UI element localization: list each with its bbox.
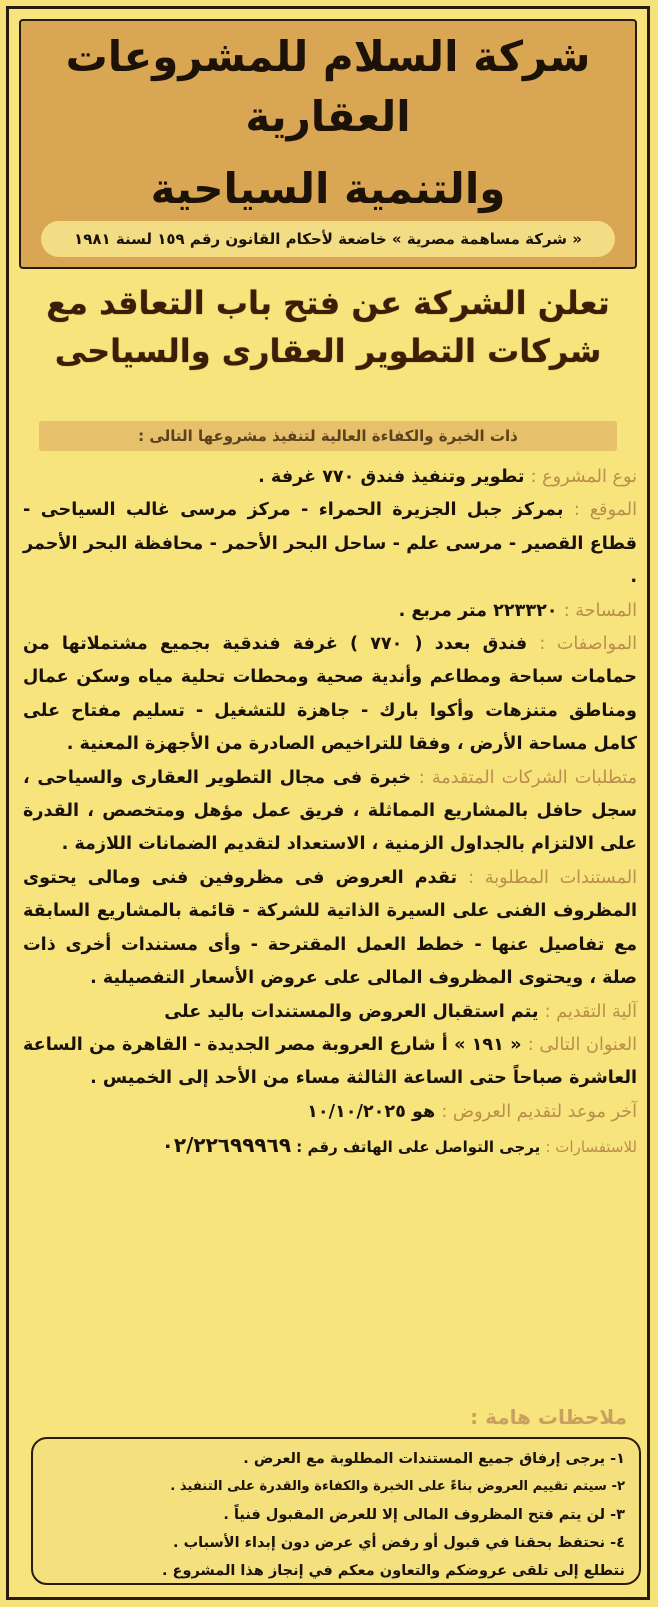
requirements-label: متطلبات الشركات المتقدمة : xyxy=(418,767,637,788)
inquiries-label: للاستفسارات : xyxy=(545,1138,637,1157)
deadline-value: هو ١٠/١٠/٢٠٢٥ xyxy=(307,1101,436,1122)
company-name-line1: شركة السلام للمشروعات العقارية xyxy=(65,32,591,141)
qualification-line: ذات الخبرة والكفاءة العالية لتنفيذ مشروعها التالى : xyxy=(39,421,617,451)
announcement-heading xyxy=(29,279,627,375)
header-banner xyxy=(19,19,637,269)
deadline-row xyxy=(23,1096,637,1129)
project-type-row xyxy=(23,461,637,494)
company-name xyxy=(21,27,635,219)
submission-label: آلية التقديم : xyxy=(544,1001,637,1022)
location-label: الموقع : xyxy=(573,500,637,521)
deadline-label: آخر موعد لتقديم العروض : xyxy=(441,1101,637,1122)
location-value: بمركز جبل الجزيرة الحمراء - مركز مرسى غالب السياحى - قطاع القصير - مرسى علم - ساحل البحر الأحمر - محافظة البحر الأحمر . xyxy=(23,500,637,588)
area-value: ٢٢٣٣٢٠ متر مربع . xyxy=(398,600,558,621)
notes-box xyxy=(31,1437,641,1585)
announcement-line1: تعلن الشركة عن فتح باب التعاقد مع xyxy=(46,284,610,322)
requirements-row xyxy=(23,762,637,862)
submission-row xyxy=(23,996,637,1029)
project-details xyxy=(23,461,637,1165)
submission-value: يتم استقبال العروض والمستندات باليد على xyxy=(164,1001,539,1022)
phone-number[interactable]: ٠٢/٢٢٦٩٩٩٦٩ xyxy=(161,1133,292,1158)
announcement-line2: شركات التطوير العقارى والسياحى xyxy=(54,332,602,370)
note-item: ١- يرجى إرفاق جميع المستندات المطلوبة مع العرض . xyxy=(243,1451,625,1467)
location-row xyxy=(23,494,637,594)
inquiries-value: يرجى التواصل على الهاتف رقم : xyxy=(296,1138,541,1157)
note-item: ٢- سيتم تقييم العروض بناءً على الخبرة والكفاءة والقدرة على التنفيذ . xyxy=(170,1479,625,1494)
note-closing: نتطلع إلى تلقى عروضكم والتعاون معكم في إنجاز هذا المشروع . xyxy=(162,1563,625,1579)
inquiries-row xyxy=(23,1129,637,1164)
area-label: المساحة : xyxy=(563,600,637,621)
documents-row xyxy=(23,862,637,996)
requirements-value: خبرة فى مجال التطوير العقارى والسياحى ، سجل حافل بالمشاريع المماثلة ، فريق عمل مؤهل ومتخصص ، القدرة على الالتزام بالجداول الزمنية ، الاستعداد لتقديم الضمانات اللازمة . xyxy=(23,767,637,855)
specs-row xyxy=(23,628,637,762)
documents-label: المستندات المطلوبة : xyxy=(468,867,637,888)
notes-title: ملاحظات هامة : xyxy=(470,1405,627,1429)
documents-value: تقدم العروض فى مظروفين فنى ومالى يحتوى المظروف الفنى على السيرة الذاتية للشركة - قائمة بالمشاريع السابقة مع تفاصيل عنها - خطط العمل المقترحة - وأى مستندات أخرى ذات صلة ، ويحتوى المظروف المالى على عروض الأسعار التفصيلية . xyxy=(23,867,637,989)
project-type-label: نوع المشروع : xyxy=(530,467,637,487)
note-item: ٤- نحتفظ بحقنا في قبول أو رفض أي عرض دون إبداء الأسباب . xyxy=(173,1535,625,1551)
company-name-line2: والتنمية السياحية xyxy=(150,164,506,213)
project-type-value: تطوير وتنفيذ فندق ٧٧٠ غرفة . xyxy=(258,467,525,487)
legal-status: « شركة مساهمة مصرية » خاضعة لأحكام القانون رقم ١٥٩ لسنة ١٩٨١ xyxy=(41,221,615,257)
specs-value: فندق بعدد ( ٧٧٠ ) غرفة فندقية بجميع مشتملاتها من حمامات سباحة ومطاعم وأندية صحية ومحطات تحلية مياه وسكن عمال ومناطق متنزهات وأكوا بارك - جاهزة للتشغيل - تسليم مفتاح على كامل مساحة الأرض ، وفقا للتراخيص الصادرة من الأجهزة المعنية . xyxy=(23,634,637,755)
address-value: « ١٩١ » أ شارع العروبة مصر الجديدة - القاهرة من الساعة العاشرة صباحاً حتى الساعة الثالثة مساء من الأحد إلى الخميس . xyxy=(23,1034,637,1089)
note-item: ٣- لن يتم فتح المظروف المالى إلا للعرض المقبول فنياً . xyxy=(223,1507,625,1523)
specs-label: المواصفات : xyxy=(539,634,637,655)
area-row xyxy=(23,595,637,628)
address-row xyxy=(23,1029,637,1096)
address-label: العنوان التالى : xyxy=(527,1034,637,1055)
advertisement-page xyxy=(6,6,650,1600)
